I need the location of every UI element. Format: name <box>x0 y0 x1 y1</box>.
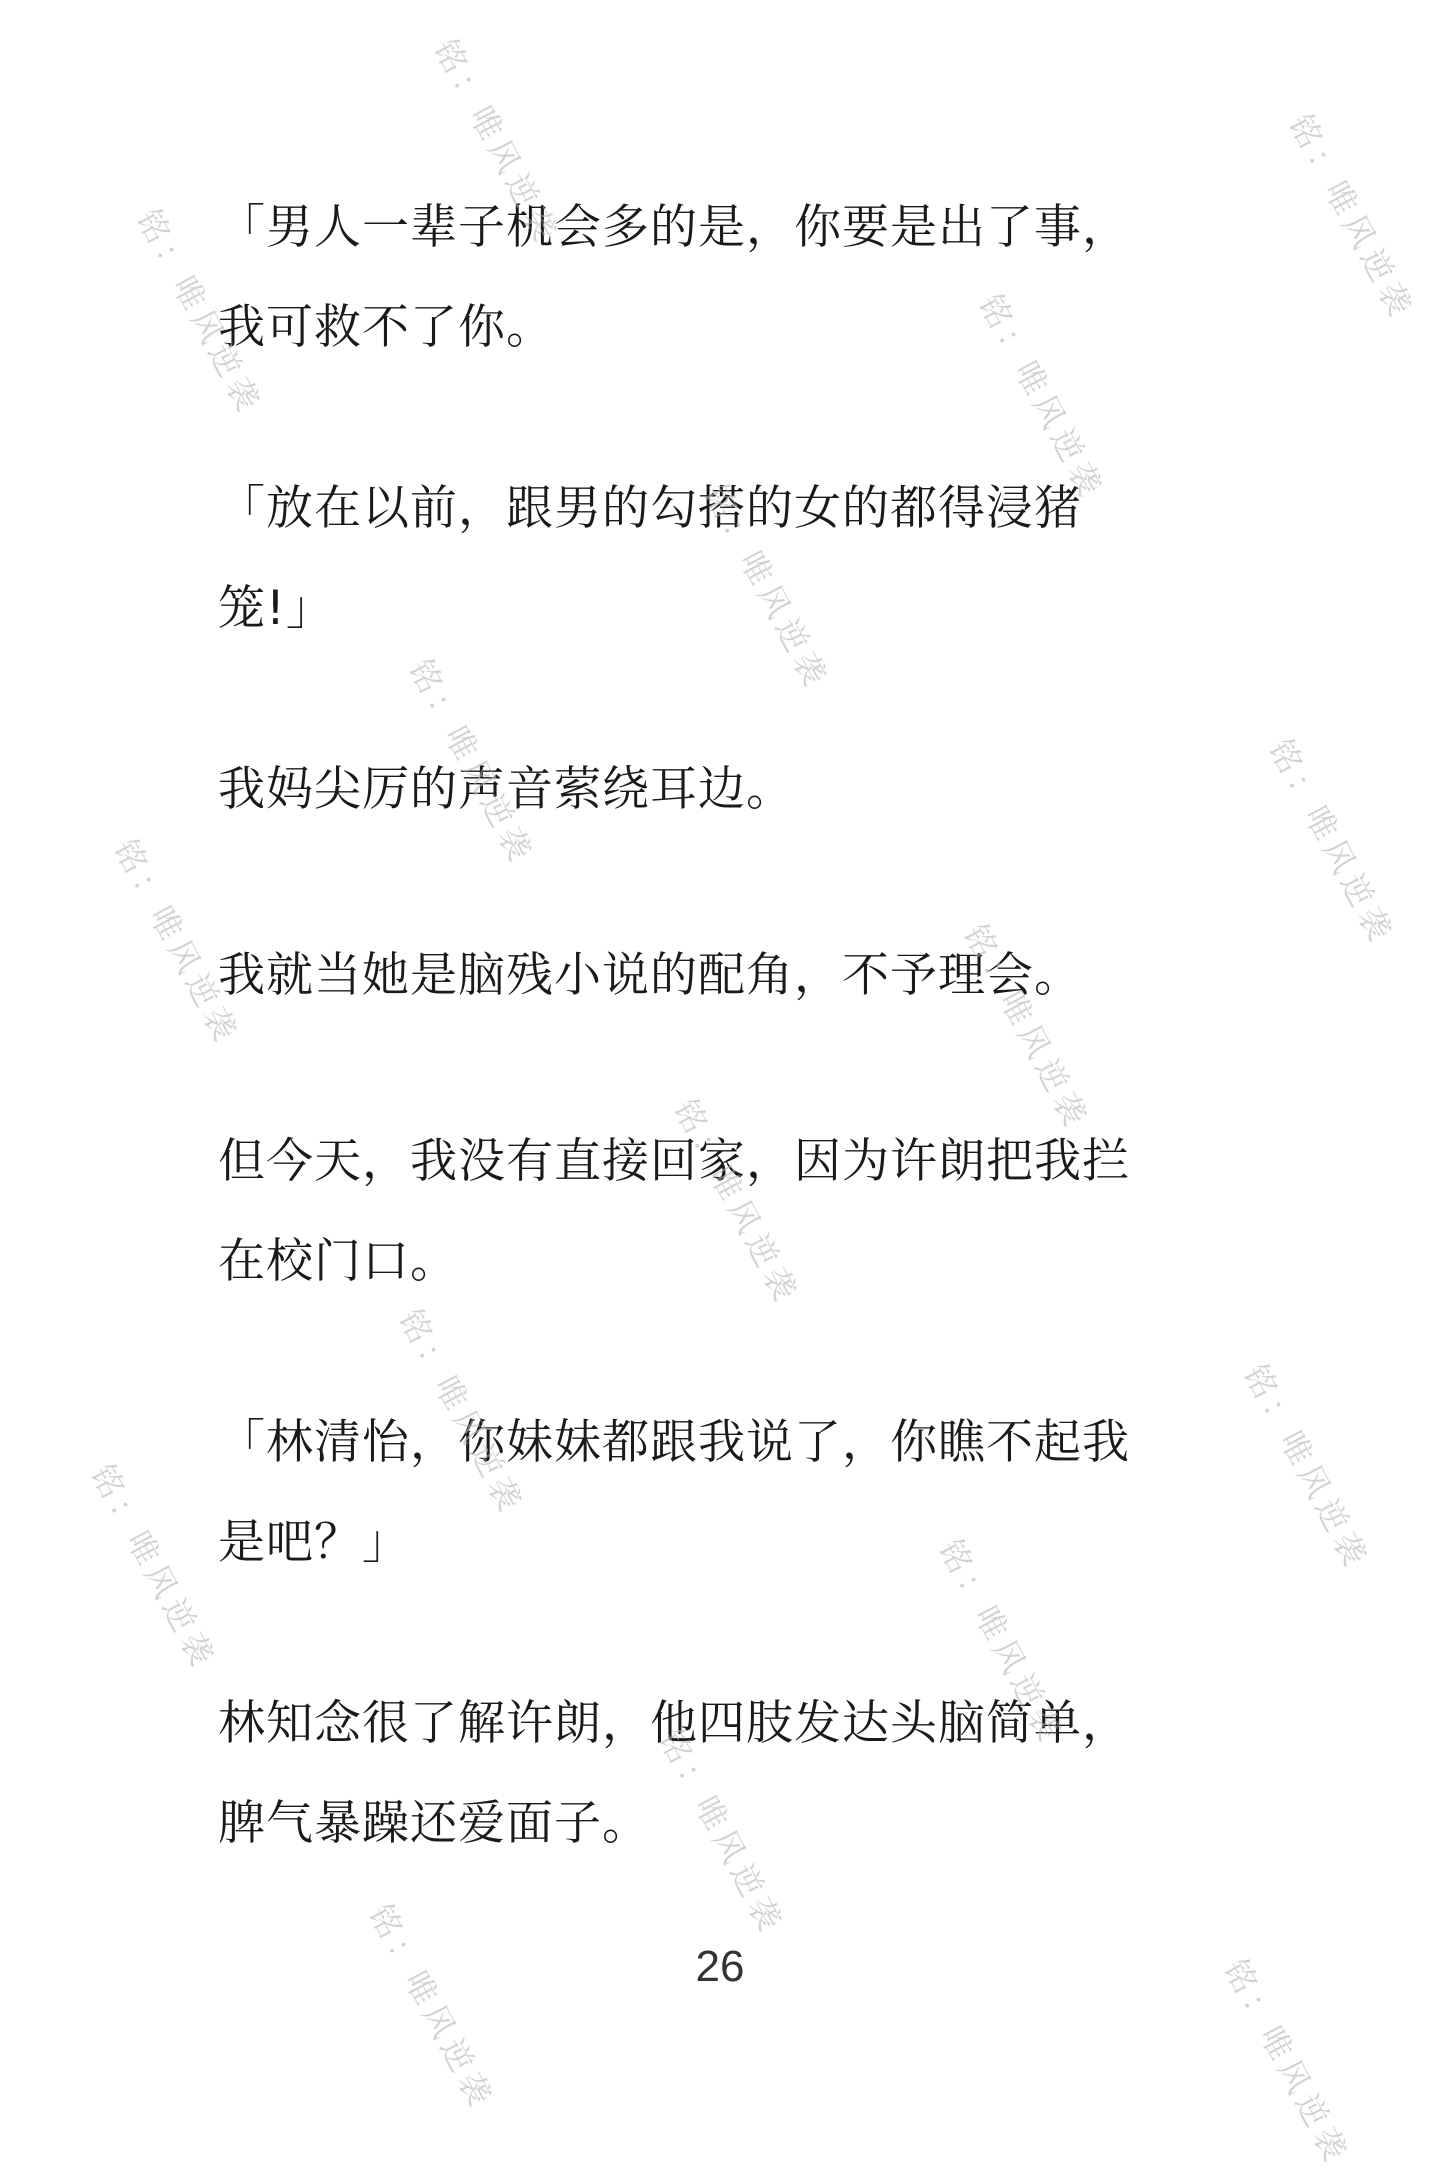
watermark: 铭：唯风逆袭 <box>931 1532 1072 1752</box>
paragraph-2 <box>218 459 1228 659</box>
watermark: 铭：唯风逆袭 <box>1216 1952 1357 2172</box>
watermark: 铭：唯风逆袭 <box>971 287 1112 507</box>
watermark: 铭：唯风逆袭 <box>401 652 542 872</box>
watermark: 铭：唯风逆袭 <box>391 1302 532 1522</box>
watermark: 铭：唯风逆袭 <box>696 477 837 697</box>
watermark: 铭：唯风逆袭 <box>129 202 270 422</box>
text-line: 脾气暴躁还爱面子。 <box>218 1796 650 1851</box>
watermark: 铭：唯风逆袭 <box>106 832 247 1052</box>
watermark: 铭：唯风逆袭 <box>666 1092 807 1312</box>
text-line: 在校门口。 <box>218 1234 458 1289</box>
paragraph-5 <box>218 1112 1228 1312</box>
text-line: 但今天，我没有直接回家，因为许朗把我拦 <box>218 1134 1130 1189</box>
text-line: 「林清怡，你妹妹都跟我说了，你瞧不起我 <box>218 1415 1130 1470</box>
paragraph-7 <box>218 1674 1228 1874</box>
watermark: 铭：唯风逆袭 <box>956 917 1097 1137</box>
text-line: 笼!」 <box>218 581 334 636</box>
paragraph-3 <box>218 740 1228 840</box>
watermark: 铭：唯风逆袭 <box>1281 107 1422 327</box>
text-line: 林知念很了解许朗，他四肢发达头脑简单， <box>218 1696 1130 1751</box>
text-line: 我可救不了你。 <box>218 300 554 355</box>
text-line: 我就当她是脑残小说的配角，不予理会。 <box>218 948 1082 1003</box>
watermark: 铭：唯风逆袭 <box>361 1897 502 2117</box>
text-line: 「放在以前，跟男的勾搭的女的都得浸猪 <box>218 481 1082 536</box>
paragraph-4 <box>218 926 1228 1026</box>
text-line: 是吧？」 <box>218 1515 410 1570</box>
watermark: 铭：唯风逆袭 <box>651 1722 792 1942</box>
paragraph-1 <box>218 178 1228 378</box>
paragraph-6 <box>218 1393 1228 1593</box>
watermark: 铭：唯风逆袭 <box>83 1457 224 1677</box>
watermark: 铭：唯风逆袭 <box>1236 1357 1377 1577</box>
text-line: 我妈尖厉的声音萦绕耳边。 <box>218 762 794 817</box>
watermark: 铭：唯风逆袭 <box>426 32 567 252</box>
watermark: 铭：唯风逆袭 <box>1261 732 1402 952</box>
text-line: 「男人一辈子机会多的是，你要是出了事， <box>218 200 1130 255</box>
page-number: 26 <box>695 1942 745 1991</box>
